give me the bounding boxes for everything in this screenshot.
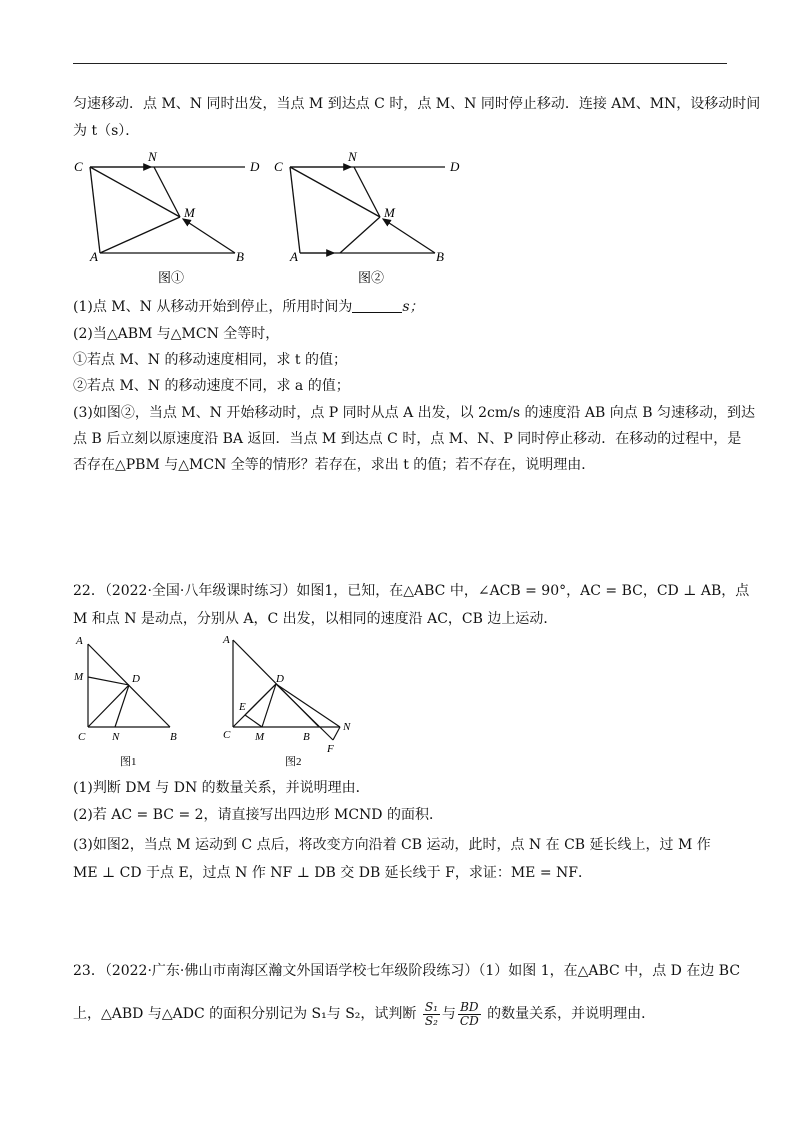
frac2-denominator: CD <box>459 1013 479 1028</box>
q22-fig2-label-D: D <box>276 673 284 685</box>
q22-fig1-label-B: B <box>170 731 177 743</box>
q21-part2-2: ②若点 M、N 的移动速度不同，求 a 的值； <box>73 378 350 394</box>
fig1-label-A: A <box>90 249 98 264</box>
q21-part1 <box>73 297 424 317</box>
fig1-label-M: M <box>184 205 195 220</box>
q22-fig2-label-E: E <box>239 701 246 713</box>
fig1-label-B: B <box>236 249 244 264</box>
fig2-label-N: N <box>348 149 357 164</box>
q22-figure-2 <box>215 630 365 770</box>
q23-line2 <box>73 996 655 1032</box>
q23-line2-text: 上，△ABD 与△ADC 的面积分别记为 S₁与 S₂，试判断 <box>73 1006 417 1022</box>
q22-fig1-label-C: C <box>78 731 86 743</box>
frac1-denominator: S₂ <box>424 1013 438 1028</box>
q21-part2-1: ①若点 M、N 的移动速度相同，求 t 的值； <box>73 352 348 368</box>
q22-fig1-caption: 图1 <box>120 756 137 768</box>
q21-figure-1 <box>70 145 270 290</box>
frac1-numerator: S₁ <box>424 999 438 1014</box>
q21-intro-line2: 为 t（s）． <box>73 123 140 139</box>
q22-fig1-label-M: M <box>74 671 84 683</box>
q23-and: 与 <box>441 1006 456 1022</box>
q21-part1-unit: s； <box>402 299 424 315</box>
q22-figure-1 <box>70 630 190 770</box>
q21-part2: (2)当△ABM 与△MCN 全等时， <box>73 326 280 342</box>
fig2-label-D: D <box>450 159 460 174</box>
fig2-label-C: C <box>274 159 283 174</box>
q21-part3-line3: 否存在△PBM 与△MCN 全等的情形？若存在，求出 t 的值；若不存在，说明理由． <box>73 457 596 473</box>
q22-part3-line1: (3)如图2，当点 M 运动到 C 点后，将改变方向沿着 CB 运动，此时，点 N 在 CB 延长线上，过 M 作 <box>73 837 711 853</box>
fig2-caption: 图② <box>358 270 385 285</box>
q22-fig2-label-C: C <box>223 729 231 741</box>
q22-fig1-label-D: D <box>132 673 140 685</box>
q22-line1: 22．（2022·全国·八年级课时练习）如图1，已知，在△ABC 中，∠ACB = 90°，AC = BC，CD ⊥ AB，点 <box>73 583 750 599</box>
q22-fig2-label-M: M <box>255 731 265 743</box>
q22-fig2-label-F: F <box>327 743 334 755</box>
q21-part3-line2: 点 B 后立刻以原速度沿 BA 返回．当点 M 到达点 C 时，点 M、N、P 同时停止移动．在移动的过程中，是 <box>73 431 742 447</box>
answer-blank[interactable] <box>352 298 402 313</box>
q23-line2-tail: 的数量关系，并说明理由． <box>487 1006 656 1022</box>
q22-line2: M 和点 N 是动点，分别从 A，C 出发，以相同的速度沿 AC，CB 边上运动． <box>73 611 558 627</box>
q22-part1: (1)判断 DM 与 DN 的数量关系，并说明理由． <box>73 780 370 796</box>
fraction-s1-s2 <box>423 1001 440 1028</box>
frac2-numerator: BD <box>458 1001 481 1015</box>
fig1-label-N: N <box>148 149 157 164</box>
fig2-label-B: B <box>436 249 444 264</box>
fig2-label-M: M <box>384 205 395 220</box>
q22-part3-line2: ME ⊥ CD 于点 E，过点 N 作 NF ⊥ DB 交 DB 延长线于 F，求证：ME = NF． <box>73 865 592 881</box>
q22-fig1-label-A: A <box>76 635 83 647</box>
fig1-label-D: D <box>250 159 260 174</box>
header-rule <box>73 63 727 64</box>
q22-fig2-label-N: N <box>343 721 351 733</box>
fig1-label-C: C <box>74 159 83 174</box>
fraction-bd-cd <box>458 1001 481 1028</box>
q22-fig1-label-N: N <box>112 731 120 743</box>
q21-intro-line1: 匀速移动．点 M、N 同时出发，当点 M 到达点 C 时，点 M、N 同时停止移动．连接 AM、MN，设移动时间 <box>73 96 761 112</box>
q22-part2: (2)若 AC = BC = 2，请直接写出四边形 MCND 的面积． <box>73 807 443 823</box>
q21-part1-text: (1)点 M、N 从移动开始到停止，所用时间为 <box>73 299 353 315</box>
q22-fig2-caption: 图2 <box>285 756 302 768</box>
q22-fig2-label-B: B <box>303 731 310 743</box>
q23-line1: 23．（2022·广东·佛山市南海区瀚文外国语学校七年级阶段练习）（1）如图 1，在△ABC 中，点 D 在边 BC <box>73 963 741 979</box>
q22-fig2-label-A: A <box>223 634 230 646</box>
q21-part3-line1: (3)如图②，当点 M、N 开始移动时，点 P 同时从点 A 出发，以 2cm/s 的速度沿 AB 向点 B 匀速移动，到达 <box>73 405 755 421</box>
q21-figure-2 <box>270 145 470 290</box>
fig1-caption: 图① <box>158 270 185 285</box>
fig2-label-A: A <box>290 249 298 264</box>
